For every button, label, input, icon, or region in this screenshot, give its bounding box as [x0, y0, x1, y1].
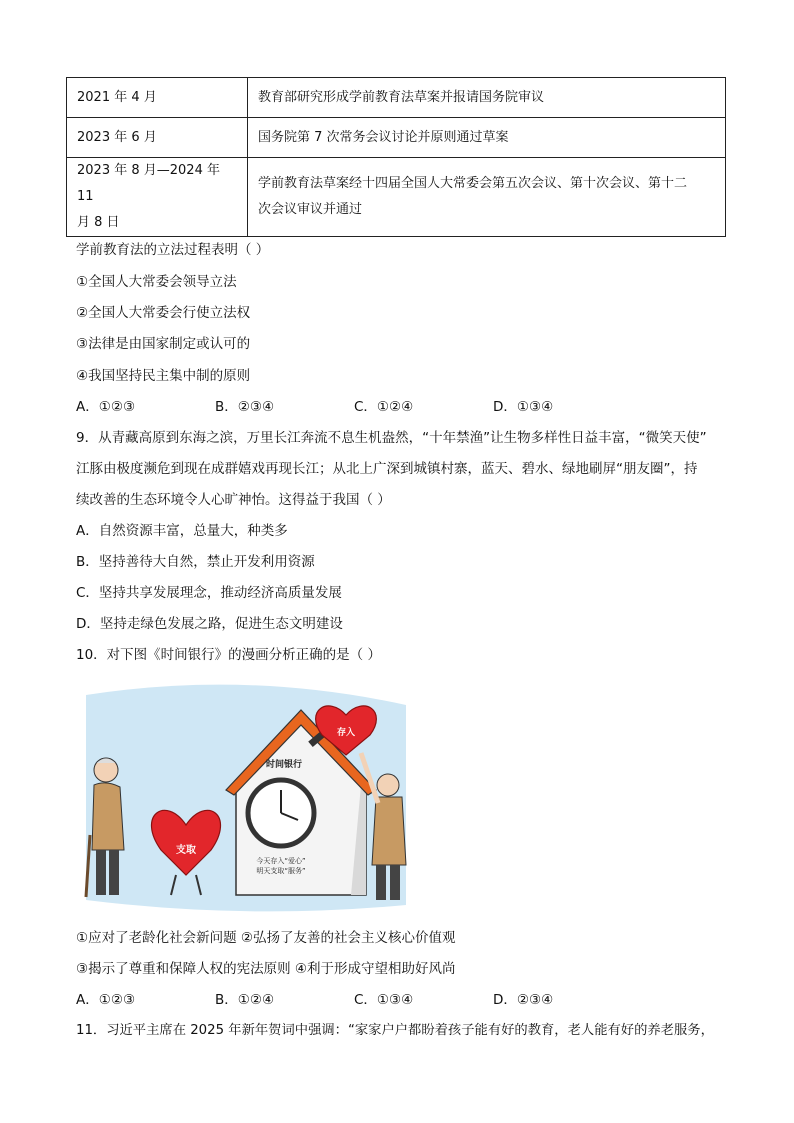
event-line: 次会议审议并通过 — [258, 202, 363, 217]
q9-option-c[interactable]: C．坚持共享发展理念，推动经济高质量发展 — [76, 585, 342, 601]
q10-option-b[interactable]: B．①②④ — [215, 992, 275, 1008]
q9-stem-line: 9．从青藏高原到东海之滨，万里长江奔流不息生机盎然，“十年禁渔”让生物多样性日益丰富，“微笑天使” — [76, 430, 707, 446]
date-line: 月 8 日 — [77, 215, 120, 230]
time-bank-title: 时间银行 — [266, 760, 303, 770]
event-line: 学前教育法草案经十四届全国人大常委会第五次会议、第十次会议、第十二 — [258, 176, 688, 191]
q8-option-d[interactable]: D．①③④ — [493, 399, 554, 415]
q8-item: ②全国人大常委会行使立法权 — [76, 305, 251, 321]
q10-option-d[interactable]: D．②③④ — [493, 992, 554, 1008]
table-cell-event: 教育部研究形成学前教育法草案并报请国务院审议 — [248, 78, 726, 118]
q9-stem-line: 续改善的生态环境令人心旷神怡。这得益于我国（ ） — [76, 492, 391, 508]
q8-options — [76, 397, 632, 417]
q10-stem: 10．对下图《时间银行》的漫画分析正确的是（ ） — [76, 647, 381, 663]
withdraw-label: 支取 — [176, 845, 196, 856]
table-row — [67, 118, 726, 158]
table-cell-event — [248, 158, 726, 237]
table-row — [67, 158, 726, 237]
q8-option-b[interactable]: B．②③④ — [215, 399, 275, 415]
legislation-timeline-table — [66, 77, 726, 237]
q8-item: ①全国人大常委会领导立法 — [76, 274, 237, 290]
table-cell-date: 2023 年 6 月 — [67, 118, 248, 158]
date-line: 2023 年 8 月—2024 年 11 — [77, 163, 220, 204]
q8-item: ④我国坚持民主集中制的原则 — [76, 368, 251, 384]
table-cell-date — [67, 158, 248, 237]
q10-items-line: ③揭示了尊重和保障人权的宪法原则 ④利于形成守望相助好风尚 — [76, 961, 456, 977]
q10-items-line: ①应对了老龄化社会新问题 ②弘扬了友善的社会主义核心价值观 — [76, 930, 456, 946]
caption-line: 今天存入“爱心” — [256, 857, 306, 865]
q8-option-a[interactable]: A．①②③ — [76, 399, 136, 415]
q10-options — [76, 990, 632, 1010]
table-row — [67, 78, 726, 118]
q8-item: ③法律是由国家制定或认可的 — [76, 336, 251, 352]
q10-option-c[interactable]: C．①③④ — [354, 992, 414, 1008]
q10-option-a[interactable]: A．①②③ — [76, 992, 136, 1008]
q9-stem-line: 江豚由极度濒危到现在成群嬉戏再现长江；从北上广深到城镇村寨，蓝天、碧水、绿地刷屏“朋友圈”，持 — [76, 461, 698, 477]
q9-option-a[interactable]: A．自然资源丰富，总量大，种类多 — [76, 523, 288, 539]
q9-option-b[interactable]: B．坚持善待大自然，禁止开发利用资源 — [76, 554, 315, 570]
q8-stem: 学前教育法的立法过程表明（ ） — [76, 242, 270, 258]
table-cell-event: 国务院第 7 次常务会议讨论并原则通过草案 — [248, 118, 726, 158]
table-cell-date: 2021 年 4 月 — [67, 78, 248, 118]
q8-option-c[interactable]: C．①②④ — [354, 399, 414, 415]
caption-line: 明天支取“服务” — [256, 867, 306, 875]
deposit-label: 存入 — [336, 728, 356, 738]
q9-option-d[interactable]: D．坚持走绿色发展之路，促进生态文明建设 — [76, 616, 343, 632]
q11-stem: 11．习近平主席在 2025 年新年贺词中强调：“家家户户都盼着孩子能有好的教育，老人能有好的养老服务， — [76, 1023, 714, 1038]
time-bank-cartoon — [76, 675, 416, 915]
